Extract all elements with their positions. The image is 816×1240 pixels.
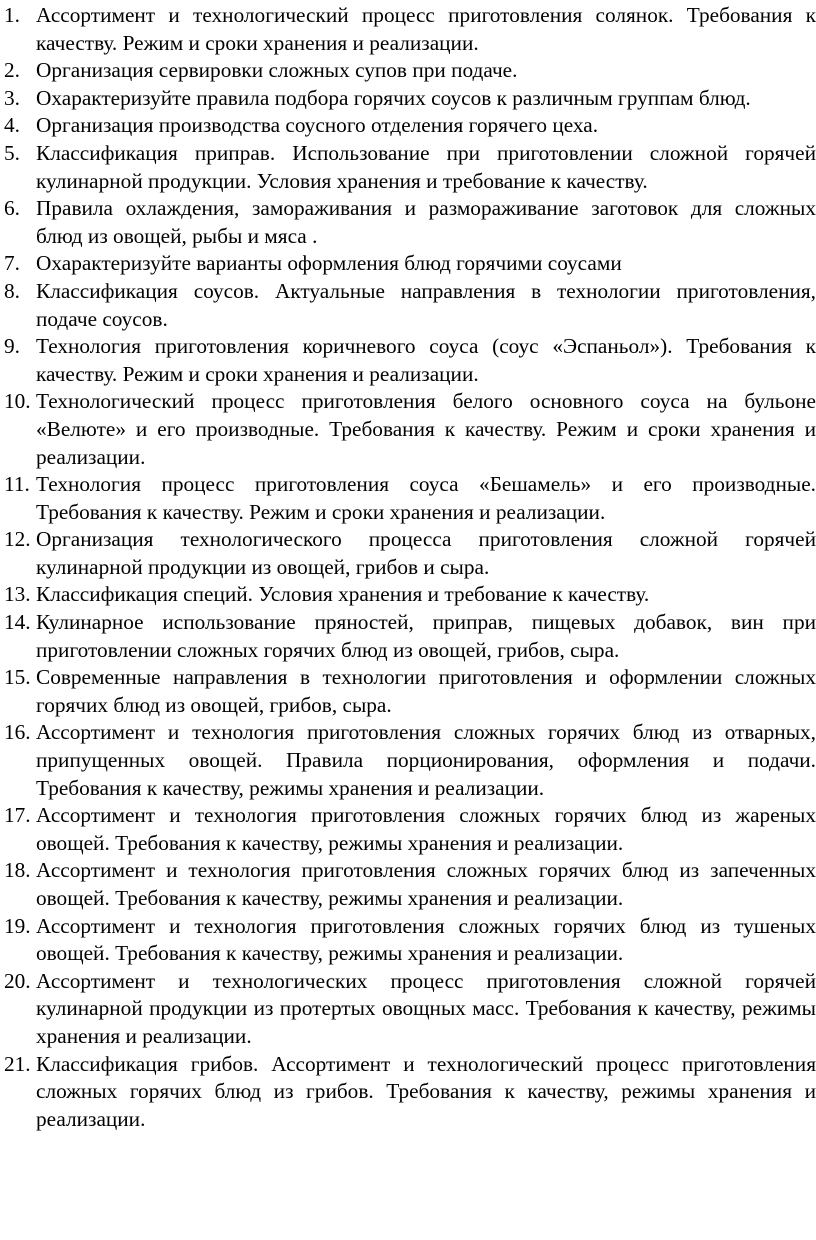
item-text: Организация производства соусного отделения горячего цеха.: [36, 113, 599, 138]
item-text: Ассортимент и технология приготовления сложных горячих блюд из тушеных овощей. Требования к качеству, режимы хранения и реализации.: [36, 913, 816, 966]
item-text: Организация технологического процесса приготовления сложной горячей кулинарной продукции из овощей, грибов и сыра.: [36, 527, 816, 579]
list-item: [4, 2, 816, 57]
list-item: [4, 195, 816, 250]
list-item: [4, 1051, 816, 1134]
item-text: Технология приготовления коричневого соуса (соус «Эспаньол»). Требования к качеству. Режим и сроки хранения и реализации.: [36, 334, 816, 386]
item-number: 8.: [4, 278, 20, 303]
list-item: [4, 913, 816, 968]
item-number: 16.: [4, 720, 31, 745]
list-item: [4, 664, 816, 719]
list-item: [4, 609, 816, 664]
item-text: Классификация соусов. Актуальные направления в технологии приготовления, подаче соусов.: [36, 278, 816, 331]
list-item: [4, 471, 816, 526]
item-text: Ассортимент и технология приготовления сложных горячих блюд из жареных овощей. Требования к качеству, режимы хранения и реализации.: [36, 803, 816, 855]
list-item: [4, 388, 816, 471]
list-item: [4, 857, 816, 912]
item-text: Правила охлаждения, замораживания и размораживание заготовок для сложных блюд из овощей, рыбы и мяса .: [36, 196, 816, 248]
item-text: Кулинарное использование пряностей, приправ, пищевых добавок, вин при приготовлении сложных горячих блюд из овощей, грибов, сыра.: [36, 610, 816, 662]
list-item: [4, 85, 816, 113]
item-text: Охарактеризуйте варианты оформления блюд горячими соусами: [36, 251, 622, 276]
item-text: Охарактеризуйте правила подбора горячих соусов к различным группам блюд.: [36, 85, 751, 110]
item-number: 2.: [4, 58, 20, 83]
item-text: Организация сервировки сложных супов при подаче.: [36, 58, 518, 83]
list-item: [4, 802, 816, 857]
item-text: Технологический процесс приготовления белого основного соуса на бульоне «Велюте» и его производные. Требования к качеству. Режим и сроки хранения и реализации.: [36, 389, 816, 469]
item-number: 21.: [4, 1051, 31, 1076]
list-item: [4, 719, 816, 802]
item-number: 19.: [4, 913, 31, 938]
item-number: 20.: [4, 968, 31, 993]
item-number: 9.: [4, 334, 20, 359]
list-item: [4, 968, 816, 1051]
item-number: 11.: [4, 472, 30, 497]
item-number: 10.: [4, 389, 31, 414]
item-number: 18.: [4, 858, 31, 883]
item-number: 14.: [4, 610, 31, 635]
item-number: 7.: [4, 251, 20, 276]
item-text: Классификация специй. Условия хранения и требование к качеству.: [36, 582, 650, 607]
list-item: [4, 581, 816, 609]
item-number: 13.: [4, 582, 31, 607]
item-number: 4.: [4, 113, 20, 138]
item-number: 17.: [4, 803, 31, 828]
item-text: Ассортимент и технология приготовления сложных горячих блюд из запеченных овощей. Требования к качеству, режимы хранения и реализации.: [36, 858, 816, 910]
item-text: Ассортимент и технологический процесс приготовления солянок. Требования к качеству. Режим и сроки хранения и реализации.: [36, 3, 816, 55]
list-item: [4, 57, 816, 85]
item-number: 3.: [4, 85, 20, 110]
item-number: 12.: [4, 527, 31, 552]
list-item: [4, 526, 816, 581]
question-list: [4, 2, 816, 1133]
list-item: [4, 112, 816, 140]
item-number: 15.: [4, 665, 31, 690]
list-item: [4, 278, 816, 333]
list-item: [4, 140, 816, 195]
item-number: 1.: [4, 3, 20, 27]
item-text: Классификация приправ. Использование при приготовлении сложной горячей кулинарной продукции. Условия хранения и требование к качеству.: [36, 140, 816, 193]
item-text: Ассортимент и технология приготовления сложных горячих блюд из отварных, припущенных овощей. Правила порционирования, оформления и подачи. Требования к качеству, режимы хранения и реализации.: [36, 720, 816, 800]
list-item: [4, 250, 816, 278]
item-text: Классификация грибов. Ассортимент и технологический процесс приготовления сложных горячих блюд из грибов. Требования к качеству, режимы хранения и реализации.: [36, 1051, 816, 1131]
item-number: 5.: [4, 140, 20, 165]
item-text: Технология процесс приготовления соуса «Бешамель» и его производные. Требования к качеству. Режим и сроки хранения и реализации.: [36, 472, 816, 524]
item-number: 6.: [4, 196, 20, 221]
item-text: Ассортимент и технологических процесс приготовления сложной горячей кулинарной продукции из протертых овощных масс. Требования к качеству, режимы хранения и реализации.: [36, 968, 816, 1048]
item-text: Современные направления в технологии приготовления и оформлении сложных горячих блюд из овощей, грибов, сыра.: [36, 665, 816, 717]
list-item: [4, 333, 816, 388]
